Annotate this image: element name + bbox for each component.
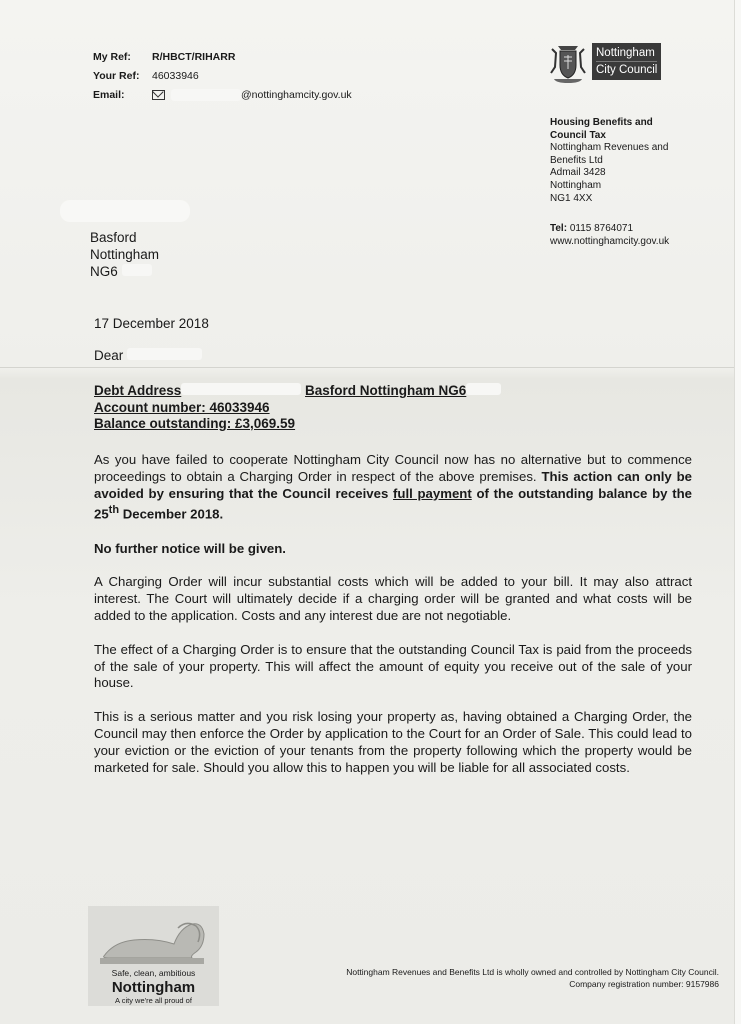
email-label: Email:: [93, 88, 125, 101]
paper-edge: [734, 0, 741, 1024]
debt-address: Debt Address Basford Nottingham NG6: [94, 383, 501, 400]
legal-footer: [346, 966, 719, 990]
paragraph-1: As you have failed to cooperate Nottingham City Council now has no alternative but to commence proceedings to obtain a Charging Order in respect of the above premises. This action can only be avoided by ensuring that the Council receives full payment of the outstanding balance by the 25th December 2018.: [94, 452, 693, 522]
your-ref-row: [93, 66, 352, 85]
email-domain: @nottinghamcity.gov.uk: [241, 88, 352, 101]
redacted-debt-postcode: [466, 383, 501, 395]
slogan: Safe, clean, ambitious: [111, 968, 196, 978]
my-ref-label: My Ref:: [93, 50, 131, 63]
your-ref-label: Your Ref:: [93, 69, 140, 82]
logo-line-1: Nottingham: [596, 45, 657, 62]
redacted-recipient-name: [60, 200, 190, 222]
legal-line-1: Nottingham Revenues and Benefits Ltd is wholly owned and controlled by Nottingham City Council.: [346, 967, 719, 977]
account-number: Account number: 46033946: [94, 399, 270, 415]
recipient-line: Nottingham: [90, 247, 160, 262]
department-title-1: Housing Benefits and: [550, 117, 653, 128]
telephone: [550, 223, 669, 236]
debt-summary: [94, 383, 501, 433]
my-ref-row: [93, 47, 352, 66]
paragraph-5: This is a serious matter and you risk losing your property as, having obtained a Charging Order, the Council may then enforce the Order by application to the Court for an Order of Sale. This could lead to your eviction or the eviction of your tenants from the property following which the property would be marketed for sale. Should you allow this to happen you will be liable for all associated costs.: [94, 709, 692, 775]
department-line: Benefits Ltd: [550, 154, 603, 166]
recipient-line: Basford: [90, 230, 137, 245]
department-line: Nottingham: [550, 179, 602, 191]
redacted-email-user: [171, 89, 241, 101]
paragraph-4: The effect of a Charging Order is to ensure that the outstanding Council Tax is paid from the proceeds of the sale of your property. This will affect the amount of equity you receive out of the sale of your house.: [94, 641, 692, 691]
envelope-icon: [152, 90, 165, 100]
council-logo: [548, 43, 661, 85]
reference-block: [93, 47, 352, 104]
paragraph-3: A Charging Order will incur substantial costs which will be added to your bill. It may also attract interest. The Court will ultimately decide if a charging order will be granted and what costs will be added to the application. Costs and any interest due are not negotiable.: [94, 574, 692, 623]
salutation: Dear: [94, 348, 202, 363]
coat-of-arms-icon: [548, 43, 588, 85]
logo-line-2: City Council: [596, 64, 658, 76]
letter-body: [94, 452, 692, 793]
department-address: [550, 117, 669, 248]
redacted-street: [181, 383, 301, 395]
recipient-address: [90, 229, 159, 280]
paragraph-2: No further notice will be given.: [94, 540, 286, 556]
department-line: Admail 3428: [550, 167, 606, 179]
my-ref-value: R/HBCT/RIHARR: [152, 50, 236, 63]
letter-date: 17 December 2018: [94, 316, 209, 331]
city-slogan-logo: [88, 906, 219, 1006]
paper-fold-line: [0, 367, 741, 368]
city-tagline: A city we're all proud of: [115, 996, 192, 1005]
legal-line-2: Company registration number: 9157986: [569, 979, 719, 989]
recipient-line: NG6: [90, 263, 159, 280]
tel-value: 0115 8764071: [569, 223, 634, 235]
your-ref-value: 46033946: [152, 69, 199, 82]
redacted-postcode: [122, 264, 152, 276]
department-title-2: Council Tax: [550, 129, 606, 141]
council-wordmark: [592, 43, 661, 80]
lion-statue-icon: [96, 910, 208, 965]
department-line: NG1 4XX: [550, 192, 593, 204]
tel-label: Tel:: [550, 223, 568, 235]
website: www.nottinghamcity.gov.uk: [550, 235, 670, 247]
balance-outstanding: Balance outstanding: £3,069.59: [94, 416, 296, 431]
department-line: Nottingham Revenues and: [550, 142, 669, 154]
redacted-recipient: [127, 348, 202, 360]
email-row: [93, 85, 352, 104]
city-name: Nottingham: [111, 979, 196, 996]
